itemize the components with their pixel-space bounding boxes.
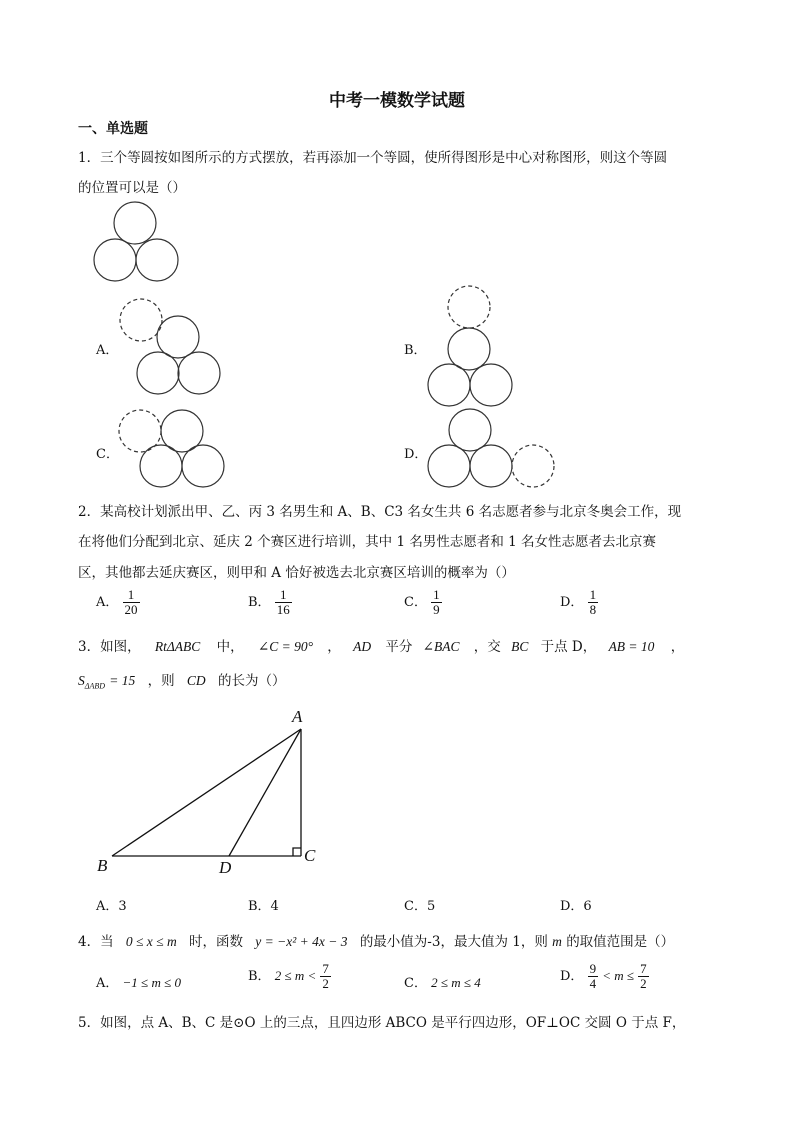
q4-option-b-fraction [320, 962, 331, 991]
q2-text-line3: 区，其他都去延庆赛区，则甲和 A 恰好被选去北京赛区培训的概率为（） [78, 565, 515, 581]
q4-function: y = −x² + 4x − 3 [255, 934, 348, 949]
fraction-numerator: 7 [322, 961, 329, 976]
q3-text: 于点 D， [540, 639, 597, 655]
q3-ab: AB = 10 [608, 639, 655, 654]
q3-bc: BC [511, 639, 529, 654]
q4-option-c[interactable] [404, 972, 481, 991]
fraction-denominator: 16 [276, 602, 290, 617]
q3-text: 的长为（） [217, 673, 286, 689]
q3-label-c: C [304, 846, 316, 865]
q3-area-value: = 15 [109, 673, 136, 688]
q1-option-b[interactable]: B． [404, 343, 427, 358]
q3-option-d[interactable]: D．6 [560, 899, 592, 914]
q3-label-a: A [292, 707, 303, 726]
q2-option-b-label: B． [248, 595, 271, 610]
q2-option-d-label: D． [560, 595, 584, 610]
q3-triangle: RtΔABC [154, 639, 201, 654]
fraction-numerator: 1 [123, 588, 140, 603]
q4-option-b-expr: 2 ≤ m < [274, 968, 317, 983]
q3-text: ，交 [473, 639, 501, 655]
q1-text-line1: 1．三个等圆按如图所示的方式摆放，若再添加一个等圆，使所得图形是中心对称图形，则这个等圆 [78, 150, 668, 166]
q2-option-c-label: C． [404, 595, 427, 610]
fraction-numerator: 1 [275, 588, 292, 603]
q1-option-c[interactable]: C． [96, 447, 119, 462]
q3-cd: CD [186, 673, 206, 688]
q1-option-d[interactable]: D． [404, 447, 428, 462]
q3-ad: AD [353, 639, 372, 654]
q3-label-d: D [219, 858, 232, 877]
q3-text: ， [670, 639, 685, 655]
q4-option-a-expr: −1 ≤ m ≤ 0 [122, 975, 181, 990]
q3-text: 中， [216, 639, 244, 655]
q4-m: m [552, 934, 562, 949]
q3-area-subscript: ΔABD [84, 681, 105, 691]
fraction-numerator: 1 [433, 587, 440, 602]
q4-text-line1 [78, 930, 674, 950]
q1-option-a[interactable]: A． [96, 343, 119, 358]
fraction-denominator: 20 [124, 602, 138, 617]
q3-text: ，则 [147, 673, 175, 689]
q3-option-c[interactable]: C．5 [404, 899, 436, 914]
q4-text: 的取值范围是（） [566, 934, 675, 950]
fraction-denominator: 2 [640, 976, 647, 991]
section-heading: 一、单选题 [78, 121, 148, 137]
fraction-denominator: 8 [589, 602, 597, 617]
fraction-denominator: 9 [433, 602, 440, 617]
fraction-numerator: 1 [589, 587, 597, 602]
q2-text-line2: 在将他们分配到北京、延庆 2 个赛区进行培训，其中 1 名男性志愿者和 1 名女性志愿者去北京赛 [78, 534, 657, 550]
page-title: 中考一模数学试题 [329, 91, 465, 111]
q3-bac: ∠BAC [422, 639, 460, 654]
q4-option-c-expr: 2 ≤ m ≤ 4 [431, 975, 481, 990]
q4-option-b[interactable] [248, 962, 331, 991]
q4-option-b-label: B． [248, 969, 271, 984]
q4-option-d[interactable] [560, 962, 649, 991]
q4-range: 0 ≤ x ≤ m [125, 934, 177, 949]
fraction-denominator: 4 [589, 976, 597, 991]
q4-option-d-expr: < m ≤ [602, 968, 635, 983]
q5-text-line1: 5．如图，点 A、B、C 是⊙O 上的三点，且四边形 ABCO 是平行四边形，OF⊥OC 交圆 O 于点 F， [78, 1015, 686, 1031]
q4-option-d-label: D． [560, 969, 584, 984]
q3-label-b: B [97, 856, 108, 875]
q3-angle: ∠C = 90° [257, 639, 313, 654]
q3-option-a[interactable]: A．3 [96, 899, 127, 914]
q4-prefix: 4．当 [78, 934, 114, 950]
q4-option-c-label: C． [404, 976, 427, 991]
q4-option-d-fraction-2 [638, 962, 649, 991]
fraction-denominator: 2 [322, 976, 329, 991]
q3-area-symbol: S [78, 673, 85, 688]
q3-text: 平分 [385, 639, 413, 655]
q4-option-a[interactable] [96, 972, 181, 991]
fraction-numerator: 9 [589, 961, 597, 976]
q2-text-line1: 2．某高校计划派出甲、乙、丙 3 名男生和 A、B、C3 名女生共 6 名志愿者参与北京冬奥会工作，现 [78, 504, 682, 520]
q3-text: ， [327, 639, 341, 655]
fraction-numerator: 7 [640, 961, 647, 976]
q4-option-d-fraction-1 [588, 962, 599, 991]
q4-text: 时，函数 [189, 934, 243, 950]
q4-option-a-label: A． [96, 976, 119, 991]
q3-prefix: 3．如图， [78, 639, 141, 655]
q3-option-b[interactable]: B．4 [248, 899, 279, 914]
q2-option-a-label: A． [96, 595, 119, 610]
q4-text: 的最小值为-3，最大值为 1，则 [359, 934, 548, 950]
q1-text-line2: 的位置可以是（） [78, 180, 186, 196]
